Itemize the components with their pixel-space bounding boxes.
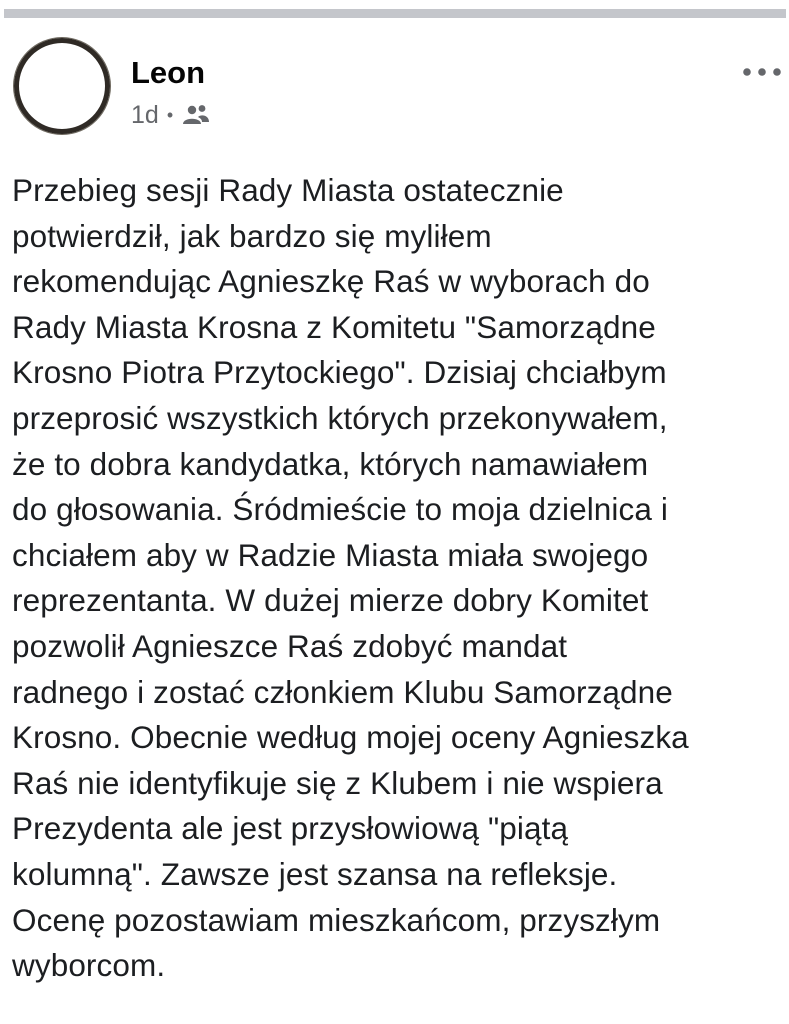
avatar[interactable] (14, 38, 110, 134)
post-more-options-button[interactable] (740, 58, 784, 86)
avatar-image (20, 44, 104, 128)
post-body-text: Przebieg sesji Rady Miasta ostatecznie potwierdził, jak bardzo się myliłem rekomendując Agnieszkę Raś w wyborach do Rady Miasta Krosna z Komitetu "Samorządne Krosno Piotra Przytockiego". Dzisiaj chciałbym przeprosić wszystkich których przekonywałem, że to dobra kandydatka, których namawiałem do głosowania. Śródmieście to moja dzielnica i chciałem aby w Radzie Miasta miała swojego reprezentanta. W dużej mierze dobry Komitet pozwolił Agnieszce Raś zdobyć mandat radnego i zostać członkiem Klubu Samorządne Krosno. Obecnie według mojej oceny Agnieszka Raś nie identyfikuje się z Klubem i nie wspiera Prezydenta ale jest przysłowiową "piątą kolumną". Zawsze jest szansa na refleksje. Ocenę pozostawiam mieszkańcom, przyszłym wyborcom. (12, 172, 689, 984)
feed-divider (4, 9, 786, 18)
post-meta (131, 98, 211, 132)
post-card (0, 18, 789, 1024)
more-horizontal-icon (742, 67, 782, 77)
meta-separator: • (166, 104, 174, 125)
post-timestamp[interactable]: 1d (131, 100, 159, 129)
friends-icon[interactable] (181, 103, 211, 127)
post-author-name[interactable]: Leon (131, 55, 206, 90)
